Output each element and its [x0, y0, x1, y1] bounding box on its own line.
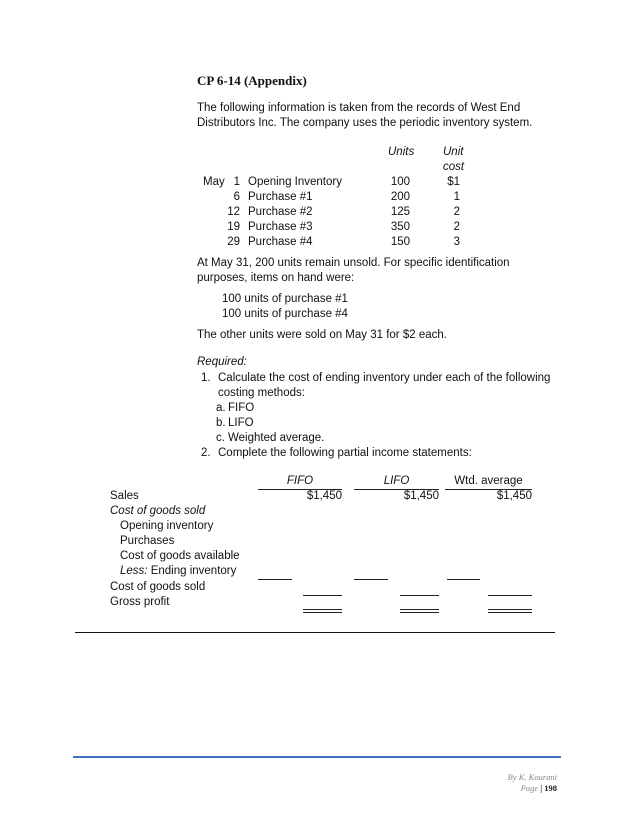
on-hand-item: 100 units of purchase #4	[222, 308, 348, 320]
page-title: CP 6-14 (Appendix)	[197, 73, 307, 88]
required-item-1-line-2: costing methods:	[218, 387, 305, 399]
cogs-label: Cost of goods sold	[110, 581, 206, 593]
row-units: 150	[390, 236, 410, 248]
unsold-line-2: purposes, items on hand were:	[197, 272, 355, 284]
page-separator: |	[540, 783, 543, 793]
row-units: 200	[390, 191, 410, 203]
row-cost: 3	[453, 236, 460, 248]
required-item-number: 2.	[201, 447, 211, 459]
blank-line	[400, 595, 439, 596]
row-day: 29	[227, 236, 240, 248]
intro-line-1: The following information is taken from the records of West End	[197, 102, 521, 114]
sub-item-letter: a.	[216, 402, 226, 414]
footer-author: By K. Kourani	[507, 772, 557, 782]
footer-page	[521, 783, 557, 793]
blank-line	[258, 579, 292, 580]
sales-wtd: $1,450	[496, 490, 532, 502]
sub-item-text: LIFO	[228, 417, 254, 429]
unit-cost-header-1: Unit	[443, 146, 464, 158]
unsold-line-1: At May 31, 200 units remain unsold. For specific identification	[197, 257, 510, 269]
row-day: 19	[227, 221, 240, 233]
goods-available-label: Cost of goods available	[120, 550, 240, 562]
sales-fifo: $1,450	[306, 490, 342, 502]
double-underline	[488, 609, 532, 613]
gross-profit-label: Gross profit	[110, 596, 170, 608]
blank-line	[354, 579, 388, 580]
footer-rule	[73, 756, 561, 758]
sales-lifo: $1,450	[403, 490, 439, 502]
opening-inventory-label: Opening inventory	[120, 520, 214, 532]
row-description: Purchase #4	[248, 236, 313, 248]
units-header: Units	[388, 146, 415, 158]
row-day: 1	[233, 176, 240, 188]
required-item-2: Complete the following partial income statements:	[218, 447, 472, 459]
row-month: May	[203, 176, 225, 188]
sold-text: The other units were sold on May 31 for $2 each.	[197, 329, 447, 341]
double-underline	[400, 609, 439, 613]
row-day: 12	[227, 206, 240, 218]
col-header-fifo: FIFO	[286, 475, 314, 487]
sub-item-text: Weighted average.	[228, 432, 325, 444]
purchases-label: Purchases	[120, 535, 175, 547]
row-units: 350	[390, 221, 410, 233]
row-cost: 2	[453, 206, 460, 218]
blank-line	[488, 595, 532, 596]
sub-item-letter: b.	[216, 417, 226, 429]
page-label: Page	[520, 783, 539, 793]
blank-line	[447, 579, 480, 580]
on-hand-item: 100 units of purchase #1	[222, 293, 348, 305]
intro-line-2: Distributors Inc. The company uses the periodic inventory system.	[197, 117, 533, 129]
row-description: Purchase #2	[248, 206, 313, 218]
row-units: 125	[390, 206, 410, 218]
row-cost: $1	[447, 176, 460, 188]
unit-cost-header-2: cost	[443, 161, 465, 173]
row-cost: 1	[453, 191, 460, 203]
sub-item-text: FIFO	[228, 402, 255, 414]
sub-item-letter: c.	[216, 432, 225, 444]
row-day: 6	[233, 191, 240, 203]
required-item-number: 1.	[201, 372, 211, 384]
row-units: 100	[390, 176, 410, 188]
col-header-wtd-average: Wtd. average	[454, 475, 523, 487]
row-cost: 2	[453, 221, 460, 233]
row-description: Purchase #3	[248, 221, 313, 233]
required-item-1-line-1: Calculate the cost of ending inventory under each of the following	[218, 372, 551, 384]
page-number: 198	[544, 783, 557, 793]
blank-line	[303, 595, 342, 596]
ending-inventory-text: Ending inventory	[147, 565, 237, 577]
required-label: Required:	[197, 356, 247, 368]
cogs-heading: Cost of goods sold	[110, 505, 206, 517]
double-underline	[303, 609, 342, 613]
ending-inventory-label	[120, 565, 236, 577]
section-divider	[75, 632, 555, 633]
less-label: Less:	[120, 565, 148, 577]
row-description: Opening Inventory	[248, 176, 342, 188]
row-description: Purchase #1	[248, 191, 313, 203]
col-header-lifo: LIFO	[383, 475, 410, 487]
sales-label: Sales	[110, 490, 139, 502]
